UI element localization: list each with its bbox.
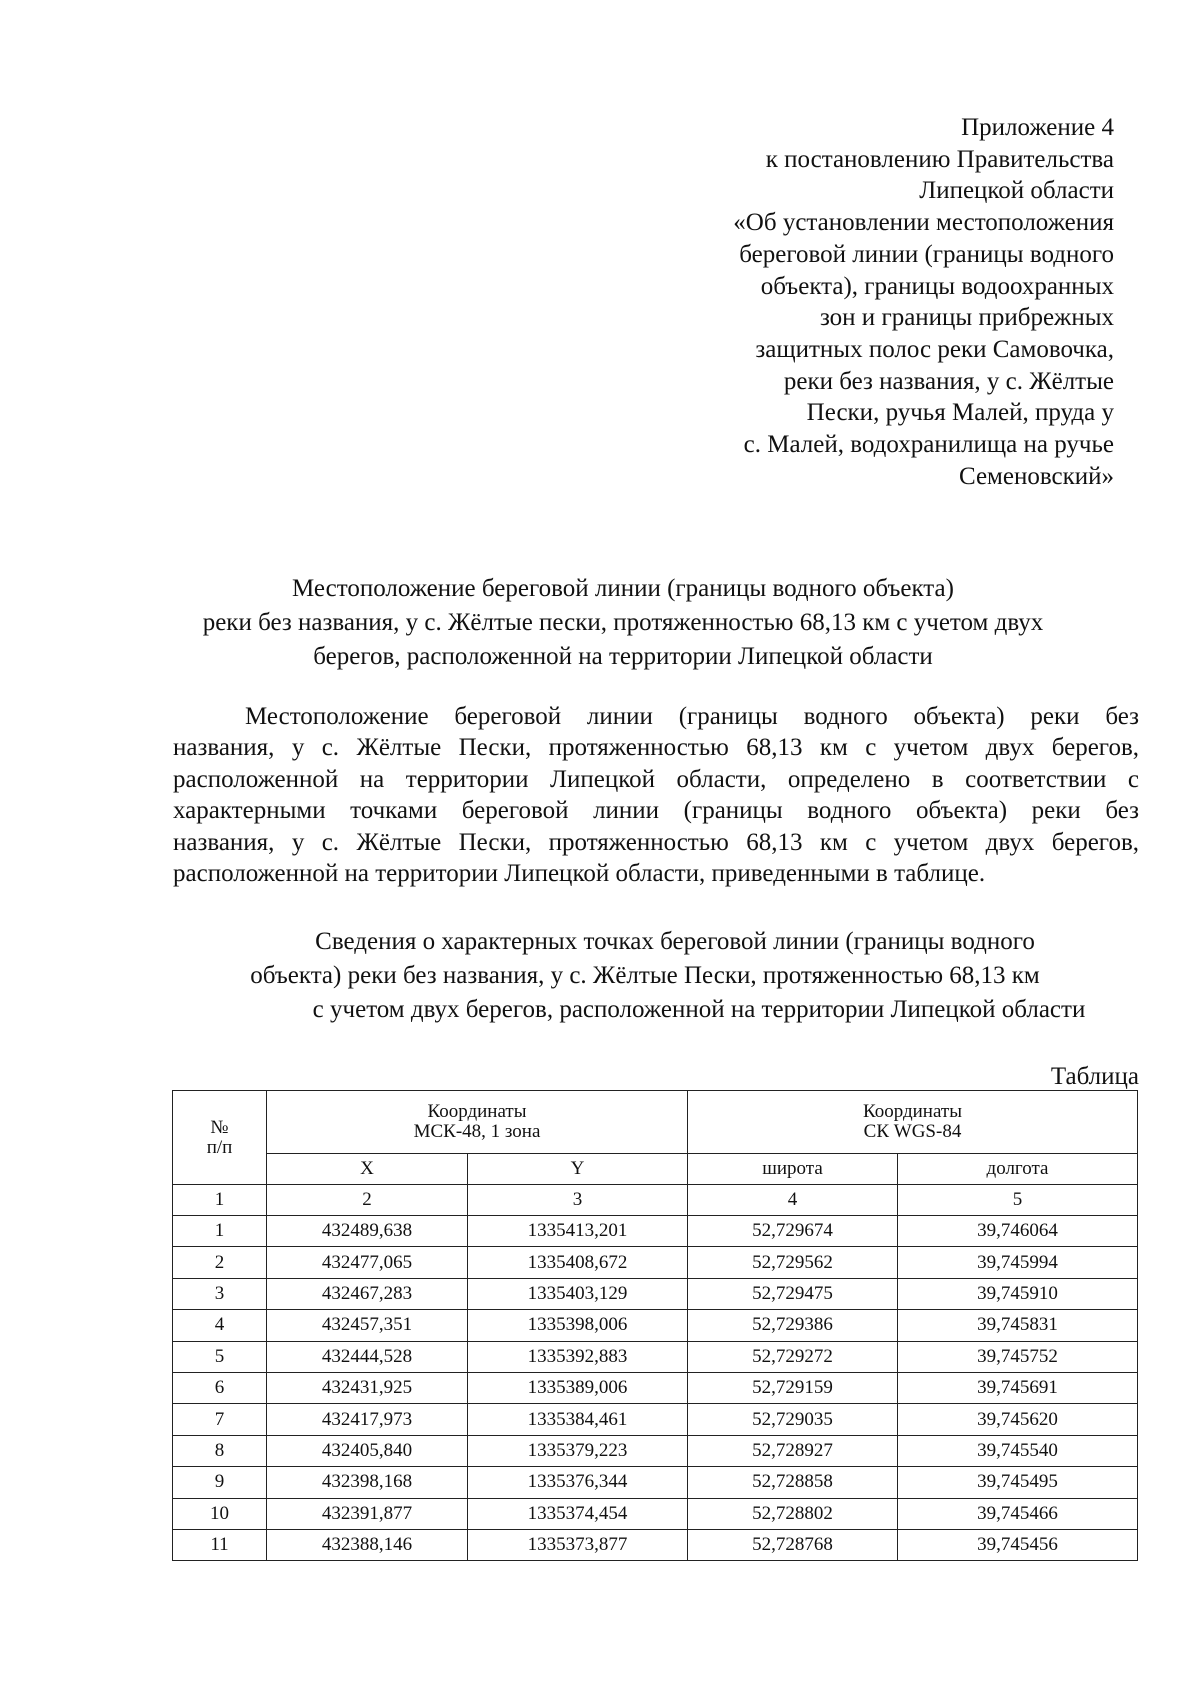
cell-x: 432477,065 — [267, 1247, 468, 1278]
cell-x: 432405,840 — [267, 1435, 468, 1466]
table-row — [173, 1435, 1138, 1466]
cell-longitude: 39,746064 — [898, 1216, 1138, 1247]
cell-longitude: 39,745752 — [898, 1341, 1138, 1372]
cell-x: 432388,146 — [267, 1529, 468, 1560]
cell-x: 432457,351 — [267, 1310, 468, 1341]
cell-number: 4 — [173, 1310, 267, 1341]
table-row — [173, 1341, 1138, 1372]
table-caption — [150, 925, 1140, 1027]
appendix-header — [594, 112, 1114, 492]
header-y: Y — [468, 1154, 688, 1185]
cell-latitude: 52,729159 — [688, 1372, 898, 1403]
cell-y: 1335403,129 — [468, 1278, 688, 1309]
column-number: 3 — [468, 1185, 688, 1216]
table-label: Таблица — [1050, 1063, 1139, 1090]
cell-y: 1335384,461 — [468, 1404, 688, 1435]
title-line: реки без названия, у с. Жёлтые пески, протяженностью 68,13 км с учетом двух — [202, 609, 1044, 636]
table-row — [173, 1529, 1138, 1560]
appendix-line: береговой линии (границы водного — [739, 240, 1114, 268]
cell-longitude: 39,745466 — [898, 1498, 1138, 1529]
body-paragraph — [173, 701, 1139, 889]
cell-y: 1335373,877 — [468, 1529, 688, 1560]
appendix-line: Липецкой области — [919, 177, 1114, 205]
cell-number: 2 — [173, 1247, 267, 1278]
cell-x: 432444,528 — [267, 1341, 468, 1372]
cell-longitude: 39,745994 — [898, 1247, 1138, 1278]
cell-number: 6 — [173, 1372, 267, 1403]
appendix-line: Семеновский» — [958, 462, 1114, 490]
cell-x: 432417,973 — [267, 1404, 468, 1435]
cell-y: 1335376,344 — [468, 1467, 688, 1498]
column-number: 4 — [688, 1185, 898, 1216]
table-row — [173, 1467, 1138, 1498]
appendix-line: Приложение 4 — [961, 114, 1114, 141]
cell-latitude: 52,729035 — [688, 1404, 898, 1435]
cell-longitude: 39,745691 — [898, 1372, 1138, 1403]
cell-y: 1335389,006 — [468, 1372, 688, 1403]
cell-number: 7 — [173, 1404, 267, 1435]
appendix-line: защитных полос реки Самовочка, — [755, 335, 1114, 363]
cell-number: 3 — [173, 1278, 267, 1309]
header-msk — [267, 1091, 688, 1154]
body-line: характерными точками береговой линии (границы водного объекта) реки без — [173, 797, 1139, 825]
table-row — [173, 1216, 1138, 1247]
header-number-line1: № — [210, 1116, 229, 1138]
table-row — [173, 1404, 1138, 1435]
header-longitude: долгота — [898, 1154, 1138, 1185]
appendix-line: к постановлению Правительства — [765, 145, 1114, 173]
cell-x: 432391,877 — [267, 1498, 468, 1529]
cell-longitude: 39,745910 — [898, 1278, 1138, 1309]
appendix-line: реки без названия, у с. Жёлтые — [783, 367, 1114, 395]
cell-number: 5 — [173, 1341, 267, 1372]
cell-y: 1335374,454 — [468, 1498, 688, 1529]
caption-line: с учетом двух берегов, расположенной на территории Липецкой области — [312, 996, 1086, 1023]
cell-latitude: 52,728927 — [688, 1435, 898, 1466]
cell-latitude: 52,728802 — [688, 1498, 898, 1529]
column-number: 1 — [173, 1185, 267, 1216]
cell-latitude: 52,729562 — [688, 1247, 898, 1278]
cell-latitude: 52,729475 — [688, 1278, 898, 1309]
appendix-line: Пески, ручья Малей, пруда у — [806, 399, 1114, 427]
cell-longitude: 39,745456 — [898, 1529, 1138, 1560]
header-number — [173, 1091, 267, 1185]
header-wgs — [688, 1091, 1138, 1154]
appendix-line: объекта), границы водоохранных — [760, 272, 1114, 300]
cell-x: 432398,168 — [267, 1467, 468, 1498]
table-body — [173, 1216, 1138, 1561]
cell-longitude: 39,745495 — [898, 1467, 1138, 1498]
header-latitude: широта — [688, 1154, 898, 1185]
coordinates-table — [172, 1090, 1138, 1561]
appendix-line: «Об установлении местоположения — [733, 209, 1114, 237]
cell-y: 1335392,883 — [468, 1341, 688, 1372]
title-line: Местоположение береговой линии (границы водного объекта) — [292, 575, 954, 602]
cell-x: 432467,283 — [267, 1278, 468, 1309]
cell-x: 432489,638 — [267, 1216, 468, 1247]
body-line: Местоположение береговой линии (границы водного объекта) реки без — [245, 703, 1139, 730]
header-msk-line2: МСК-48, 1 зона — [413, 1121, 541, 1142]
cell-latitude: 52,729386 — [688, 1310, 898, 1341]
cell-y: 1335398,006 — [468, 1310, 688, 1341]
cell-number: 11 — [173, 1529, 267, 1560]
cell-number: 8 — [173, 1435, 267, 1466]
body-line: расположенной на территории Липецкой области, определено в соответствии с — [173, 765, 1139, 793]
body-line: названия, у с. Жёлтые Пески, протяженностью 68,13 км с учетом двух берегов, — [173, 734, 1139, 762]
cell-longitude: 39,745620 — [898, 1404, 1138, 1435]
table-row — [173, 1310, 1138, 1341]
cell-latitude: 52,729272 — [688, 1341, 898, 1372]
cell-y: 1335413,201 — [468, 1216, 688, 1247]
cell-y: 1335379,223 — [468, 1435, 688, 1466]
body-line: расположенной на территории Липецкой области, приведенными в таблице. — [173, 860, 986, 888]
header-x: X — [267, 1154, 468, 1185]
header-wgs-line1: Координаты — [863, 1101, 962, 1122]
header-number-line2: п/п — [206, 1136, 233, 1158]
header-wgs-line2: СК WGS-84 — [863, 1121, 962, 1142]
column-number: 2 — [267, 1185, 468, 1216]
appendix-line: с. Малей, водохранилища на ручье — [743, 431, 1114, 459]
cell-latitude: 52,728858 — [688, 1467, 898, 1498]
body-line: названия, у с. Жёлтые Пески, протяженностью 68,13 км с учетом двух берегов, — [173, 828, 1139, 856]
document-title — [158, 572, 1088, 674]
cell-latitude: 52,728768 — [688, 1529, 898, 1560]
cell-longitude: 39,745831 — [898, 1310, 1138, 1341]
caption-line: объекта) реки без названия, у с. Жёлтые Пески, протяженностью 68,13 км — [250, 962, 1040, 989]
header-msk-line1: Координаты — [427, 1101, 527, 1122]
appendix-line: зон и границы прибрежных — [819, 304, 1114, 332]
table-row — [173, 1498, 1138, 1529]
cell-y: 1335408,672 — [468, 1247, 688, 1278]
column-number: 5 — [898, 1185, 1138, 1216]
table-row — [173, 1372, 1138, 1403]
cell-number: 9 — [173, 1467, 267, 1498]
table-row — [173, 1247, 1138, 1278]
cell-longitude: 39,745540 — [898, 1435, 1138, 1466]
title-line: берегов, расположенной на территории Липецкой области — [313, 643, 933, 670]
cell-number: 1 — [173, 1216, 267, 1247]
cell-latitude: 52,729674 — [688, 1216, 898, 1247]
column-number-row — [173, 1185, 1138, 1216]
table-row — [173, 1278, 1138, 1309]
caption-line: Сведения о характерных точках береговой линии (границы водного — [315, 928, 1035, 955]
cell-number: 10 — [173, 1498, 267, 1529]
cell-x: 432431,925 — [267, 1372, 468, 1403]
